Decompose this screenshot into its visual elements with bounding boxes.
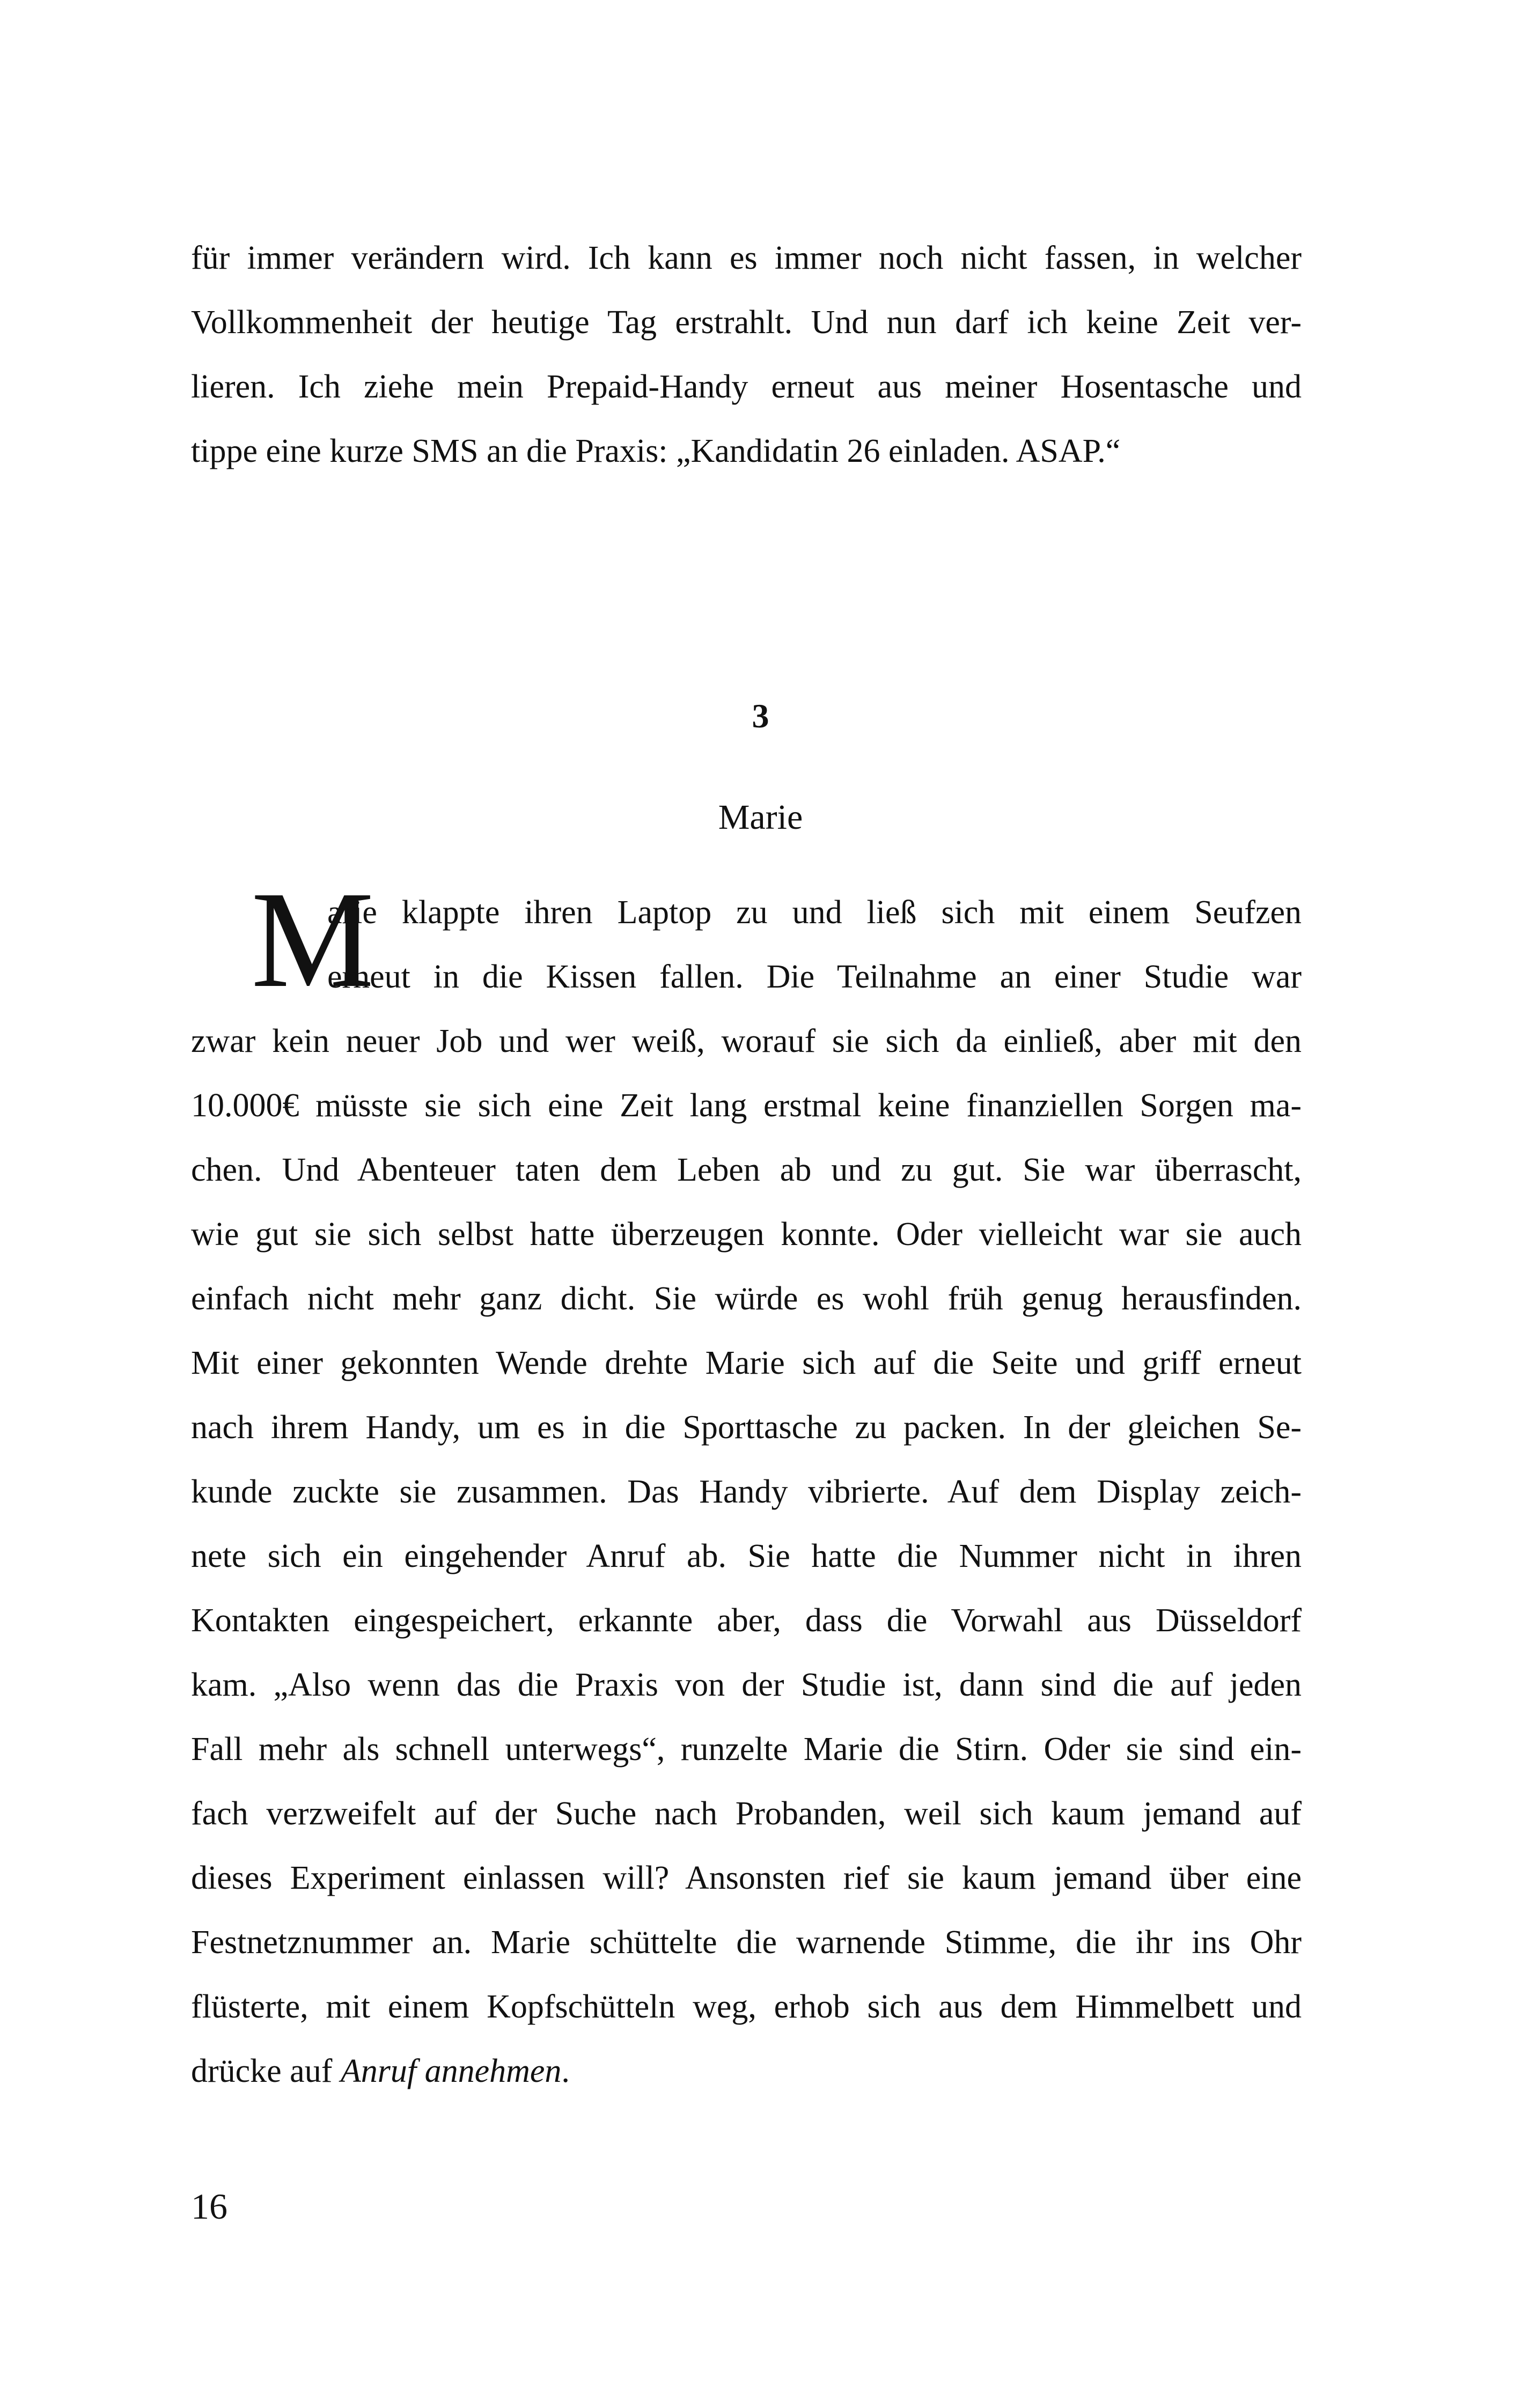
text-line: arie klappte ihren Laptop zu und ließ sich mit einem Seufzen xyxy=(327,894,1302,931)
text-line: kunde zuckte sie zusammen. Das Handy vibrierte. Auf dem Display zeich- xyxy=(191,1474,1302,1510)
text-line: erneut in die Kissen fallen. Die Teilnahme an einer Studie war xyxy=(327,959,1302,995)
text-line: Vollkommenheit der heutige Tag erstrahlt. Und nun darf ich keine Zeit ver- xyxy=(191,304,1302,341)
text-segment: . xyxy=(561,2053,570,2089)
text-line: Mit einer gekonnten Wende drehte Marie sich auf die Seite und griff erneut xyxy=(191,1345,1302,1381)
text-line: kam. „Also wenn das die Praxis von der Studie ist, dann sind die auf jeden xyxy=(191,1667,1302,1703)
drop-cap: M xyxy=(251,863,374,1016)
text-line: Kontakten eingespeichert, erkannte aber, dass die Vorwahl aus Düsseldorf xyxy=(191,1602,1302,1639)
text-line: Fall mehr als schnell unterwegs“, runzelte Marie die Stirn. Oder sie sind ein- xyxy=(191,1731,1302,1768)
text-line: 10.000€ müsste sie sich eine Zeit lang erstmal keine finanziellen Sorgen ma- xyxy=(191,1087,1302,1124)
text-line: nete sich ein eingehender Anruf ab. Sie hatte die Nummer nicht in ihren xyxy=(191,1538,1302,1574)
text-line: fach verzweifelt auf der Suche nach Probanden, weil sich kaum jemand auf xyxy=(191,1795,1302,1832)
text-line: chen. Und Abenteuer taten dem Leben ab und zu gut. Sie war überrascht, xyxy=(191,1152,1302,1188)
text-line: einfach nicht mehr ganz dicht. Sie würde es wohl früh genug herausfinden. xyxy=(191,1280,1302,1317)
text-line: lieren. Ich ziehe mein Prepaid-Handy erneut aus meiner Hosentasche und xyxy=(191,369,1302,405)
chapter-title: Marie xyxy=(718,798,803,837)
text-line: Festnetznummer an. Marie schüttelte die warnende Stimme, die ihr ins Ohr xyxy=(191,1924,1302,1961)
text-line: dieses Experiment einlassen will? Ansonsten rief sie kaum jemand über eine xyxy=(191,1860,1302,1896)
text-line: wie gut sie sich selbst hatte überzeugen konnte. Oder vielleicht war sie auch xyxy=(191,1216,1302,1253)
text-line: nach ihrem Handy, um es in die Sporttasche zu packen. In der gleichen Se- xyxy=(191,1409,1302,1446)
text-line: für immer verändern wird. Ich kann es immer noch nicht fassen, in welcher xyxy=(191,240,1302,276)
page-number: 16 xyxy=(191,2186,227,2227)
text-line: flüsterte, mit einem Kopfschütteln weg, erhob sich aus dem Himmelbett und xyxy=(191,1989,1302,2025)
text-line-last xyxy=(191,2050,1302,2093)
text-line: tippe eine kurze SMS an die Praxis: „Kandidatin 26 einladen. ASAP.“ xyxy=(191,433,1121,469)
text-segment: drücke auf xyxy=(191,2053,341,2089)
chapter-number: 3 xyxy=(752,697,769,735)
text-line: zwar kein neuer Job und wer weiß, worauf sie sich da einließ, aber mit den xyxy=(191,1023,1302,1059)
italic-phrase: Anruf annehmen xyxy=(340,2053,562,2089)
